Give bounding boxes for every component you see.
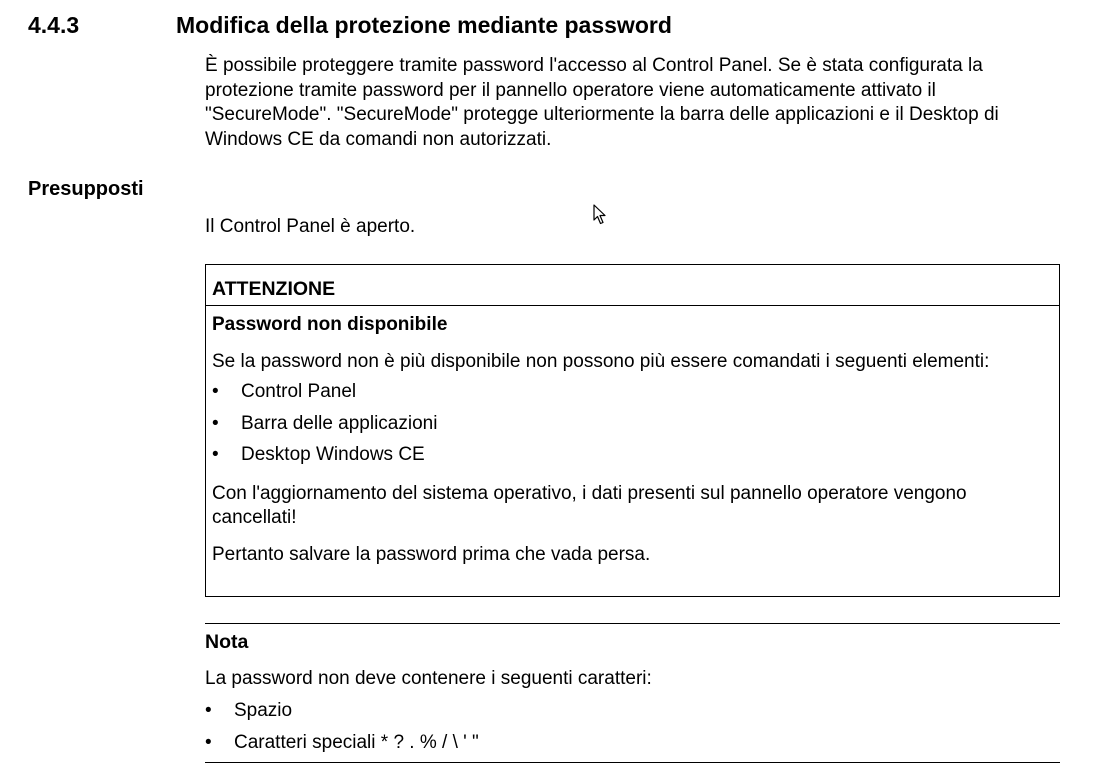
section-title: Modifica della protezione mediante password [176, 12, 672, 38]
list-item [205, 699, 479, 731]
list-item [212, 380, 1053, 412]
note-heading: Nota [205, 631, 249, 653]
list-item-label: Control Panel [241, 381, 357, 402]
warning-list [212, 380, 1053, 475]
bullet-icon: • [205, 731, 212, 753]
intro-text: È possibile proteggere tramite password l'accesso al Control Panel. Se è stata configurata la protezione tramite password per il pannello operatore viene automaticamente attivato il "SecureMode". "SecureMode" protegge ulteriormente la barra delle applicazioni e il Desktop di Windows CE da comandi non autorizzati. [205, 55, 999, 150]
list-item-label: Caratteri speciali * ? . % / \ ' " [234, 731, 479, 753]
bullet-icon: • [212, 412, 219, 434]
mouse-pointer-icon [593, 204, 607, 226]
prerequisites-text: Il Control Panel è aperto. [205, 216, 416, 237]
note-list [205, 699, 479, 762]
intro-paragraph [205, 54, 1065, 152]
list-item-label: Barra delle applicazioni [241, 412, 438, 434]
note-text: La password non deve contenere i seguenti caratteri: [205, 668, 652, 689]
note-rule-bottom [205, 762, 1060, 763]
list-item [212, 443, 1053, 475]
list-item-label: Desktop Windows CE [241, 444, 425, 465]
list-item-label: Spazio [234, 700, 293, 721]
prerequisites-heading: Presupposti [28, 178, 144, 200]
section-number: 4.4.3 [28, 12, 80, 38]
warning-paragraph: Se la password non è più disponibile non possono più essere comandati i seguenti elementi: [212, 351, 990, 372]
warning-box [205, 264, 1060, 597]
warning-heading: ATTENZIONE [206, 265, 1059, 306]
bullet-icon: • [212, 444, 219, 465]
warning-paragraph: Con l'aggiornamento del sistema operativo, i dati presenti sul pannello operatore vengono cancellati! [212, 482, 967, 528]
list-item [205, 731, 479, 763]
note-rule-top [205, 623, 1060, 624]
bullet-icon: • [205, 700, 212, 721]
bullet-icon: • [212, 381, 219, 402]
warning-body [206, 306, 1059, 567]
warning-paragraph: Pertanto salvare la password prima che vada persa. [212, 543, 651, 565]
list-item [212, 412, 1053, 444]
warning-subheading: Password non disponibile [212, 314, 448, 335]
